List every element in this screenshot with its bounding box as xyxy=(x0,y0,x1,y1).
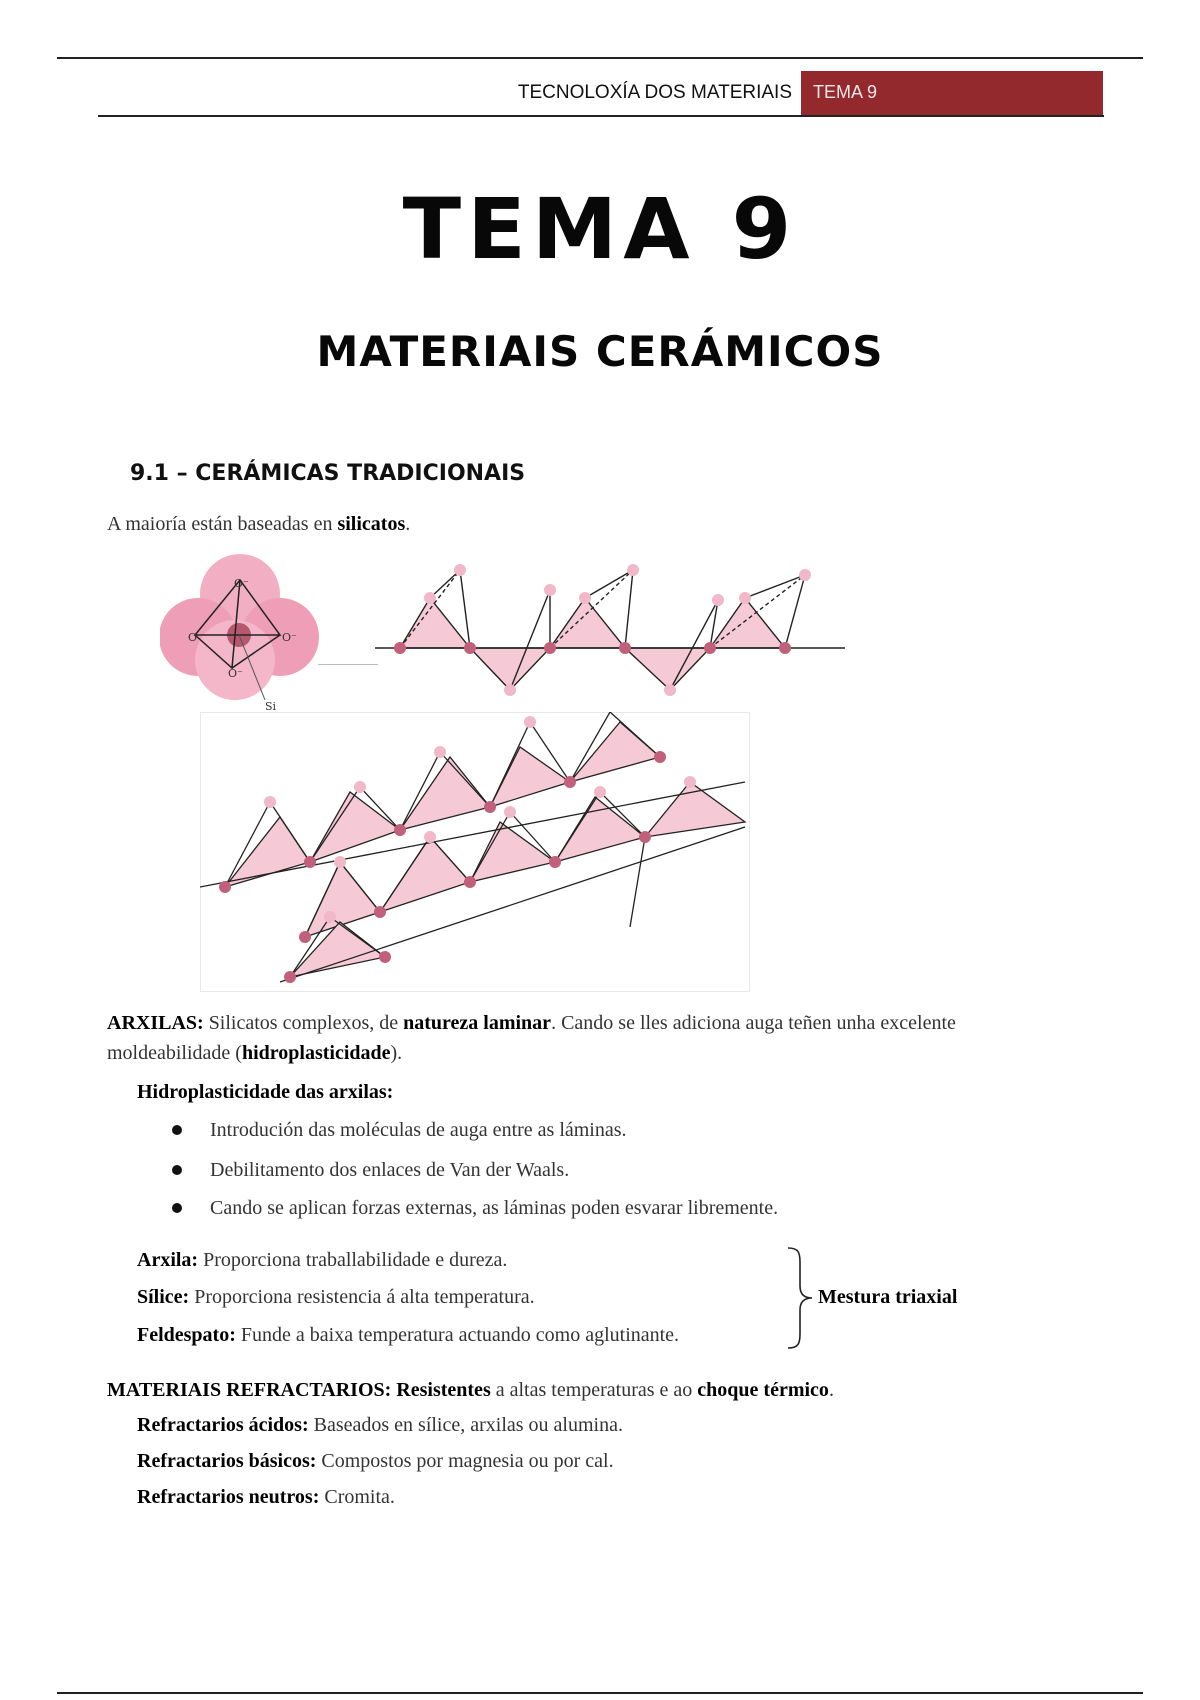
refractarios-item xyxy=(137,1447,614,1475)
label-si: Si xyxy=(265,700,277,713)
mixture-item-name: Feldespato: xyxy=(137,1324,236,1346)
hidro-heading-text: Hidroplasticidade das arxilas: xyxy=(137,1081,394,1103)
refractarios-label: MATERIAIS REFRACTARIOS: xyxy=(107,1379,392,1401)
intro-suffix: . xyxy=(405,513,411,535)
brace-icon xyxy=(786,1246,816,1350)
bullet-dot xyxy=(172,1125,182,1135)
list-item: Introdución das moléculas de auga entre as láminas. xyxy=(210,1119,627,1141)
label-o-bottom: O⁻ xyxy=(228,667,243,680)
refractarios-paragraph xyxy=(107,1376,834,1404)
silicate-tetrahedron-figure xyxy=(160,550,320,715)
mixture-label-text: Mestura triaxial xyxy=(818,1286,958,1308)
hidro-heading xyxy=(137,1078,393,1106)
refractarios-item-name: Refractarios ácidos: xyxy=(137,1414,309,1436)
intro-bold: silicatos xyxy=(337,513,406,535)
page-title: TEMA 9 xyxy=(402,180,798,278)
figure-connector xyxy=(318,664,378,665)
section-heading: 9.1 – CERÁMICAS TRADICIONAIS xyxy=(130,461,526,486)
bullet-dot xyxy=(172,1203,182,1213)
silicate-sheet-figure xyxy=(200,712,750,992)
refractarios-bold: choque térmico xyxy=(697,1379,829,1401)
list-item: Cando se aplican forzas externas, as láminas poden esvarar libremente. xyxy=(210,1197,779,1219)
arxilas-text: ). xyxy=(390,1042,403,1064)
list-item: Debilitamento dos enlaces de Van der Waals. xyxy=(210,1159,570,1181)
mixture-item xyxy=(137,1246,507,1274)
mixture-item-name: Sílice: xyxy=(137,1286,190,1308)
refractarios-text: . xyxy=(828,1379,834,1401)
refractarios-item xyxy=(137,1483,395,1511)
silicate-chain-figure xyxy=(375,560,845,710)
mixture-item-desc: Proporciona resistencia á alta temperatura. xyxy=(189,1286,535,1308)
intro-paragraph xyxy=(107,510,410,538)
arxilas-label: ARXILAS: xyxy=(107,1012,204,1034)
arxilas-text: Silicatos complexos, de xyxy=(203,1012,404,1034)
refractarios-item xyxy=(137,1411,623,1439)
label-o-right: O⁻ xyxy=(282,631,297,644)
mixture-item-name: Arxila: xyxy=(137,1249,199,1271)
page-subtitle: MATERIAIS CERÁMICOS xyxy=(316,327,884,376)
arxilas-paragraph xyxy=(107,1009,956,1037)
refractarios-item-desc: Cromita. xyxy=(319,1486,395,1508)
refractarios-item-desc: Baseados en sílice, arxilas ou alumina. xyxy=(308,1414,623,1436)
refractarios-item-name: Refractarios básicos: xyxy=(137,1450,317,1472)
arxilas-paragraph-line2 xyxy=(107,1039,402,1067)
header-rule xyxy=(98,115,1104,117)
mixture-item-desc: Proporciona traballabilidade e dureza. xyxy=(198,1249,508,1271)
bullet-dot xyxy=(172,1165,182,1175)
refractarios-bold: Resistentes xyxy=(396,1379,491,1401)
header-badge: TEMA 9 xyxy=(801,71,1103,116)
label-o-left: O⁻ xyxy=(188,631,203,644)
refractarios-item-name: Refractarios neutros: xyxy=(137,1486,320,1508)
refractarios-item-desc: Compostos por magnesia ou por cal. xyxy=(316,1450,614,1472)
top-rule xyxy=(57,57,1143,59)
arxilas-bold: hidroplasticidade xyxy=(241,1042,391,1064)
intro-text: A maioría están baseadas en xyxy=(107,513,338,535)
arxilas-text: . Cando se lles adiciona auga teñen unha excelente xyxy=(551,1012,956,1034)
mixture-label xyxy=(818,1283,957,1311)
mixture-item xyxy=(137,1321,679,1349)
header-title: TECNOLOXÍA DOS MATERIAIS xyxy=(517,82,792,103)
bottom-rule xyxy=(57,1692,1143,1694)
mixture-item xyxy=(137,1283,535,1311)
mixture-item-desc: Funde a baixa temperatura actuando como aglutinante. xyxy=(235,1324,680,1346)
label-o-top: O⁻ xyxy=(234,577,249,590)
arxilas-bold: natureza laminar xyxy=(403,1012,552,1034)
arxilas-text: moldeabilidade ( xyxy=(107,1042,242,1064)
refractarios-text: a altas temperaturas e ao xyxy=(490,1379,698,1401)
